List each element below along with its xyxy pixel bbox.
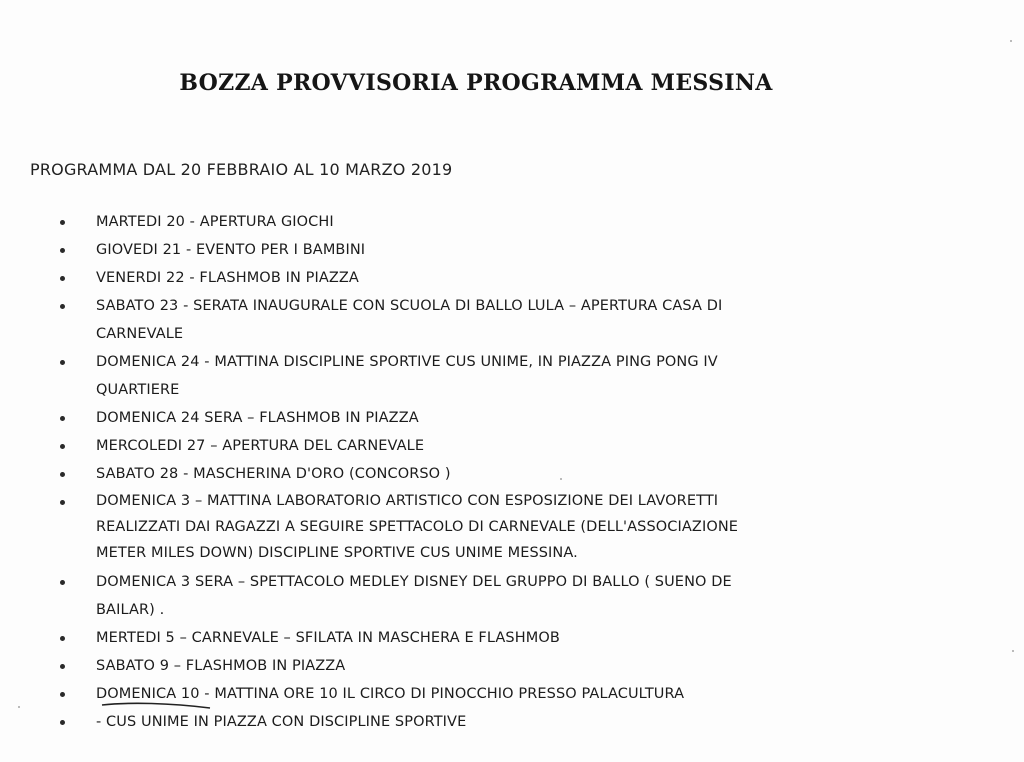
program-item-text: MARTEDI 20 - APERTURA GIOCHI [96, 214, 334, 230]
program-item [0, 208, 1000, 236]
bullet-icon [60, 636, 65, 641]
program-item-text: GIOVEDI 21 - EVENTO PER I BAMBINI [96, 242, 366, 258]
bullet-icon [60, 472, 65, 477]
program-item-text: DOMENICA 10 - MATTINA ORE 10 IL CIRCO DI PINOCCHIO PRESSO PALACULTURA [96, 686, 685, 702]
program-item [0, 488, 1000, 568]
scan-speck [560, 478, 562, 480]
program-item-text: DOMENICA 24 - MATTINA DISCIPLINE SPORTIVE CUS UNIME, IN PIAZZA PING PONG IV QUARTIERE [96, 354, 718, 398]
program-item [0, 432, 1000, 460]
program-item-text: SABATO 23 - SERATA INAUGURALE CON SCUOLA DI BALLO LULA – APERTURA CASA DI CARNEVALE [96, 298, 723, 342]
program-item [0, 404, 1000, 432]
program-item [0, 460, 1000, 488]
pen-stroke-mark [100, 699, 212, 711]
bullet-icon [60, 360, 65, 365]
program-item-text: DOMENICA 3 – MATTINA LABORATORIO ARTISTICO CON ESPOSIZIONE DEI LAVORETTI REALIZZATI DAI RAGAZZI A SEGUIRE SPETTACOLO DI CARNEVALE (DELL'ASSOCIAZIONE METER MILES DOWN) DISCIPLINE SPORTIVE CUS UNIME MESSINA. [96, 493, 739, 561]
bullet-icon [60, 444, 65, 449]
program-item-text: MERTEDI 5 – CARNEVALE – SFILATA IN MASCHERA E FLASHMOB [96, 630, 560, 646]
bullet-icon [60, 720, 65, 725]
program-item-text: DOMENICA 3 SERA – SPETTACOLO MEDLEY DISNEY DEL GRUPPO DI BALLO ( SUENO DE BAILAR) . [96, 574, 732, 618]
program-item-text: SABATO 28 - MASCHERINA D'ORO (CONCORSO ) [96, 466, 451, 482]
scan-speck [1012, 650, 1014, 652]
program-item-text: MERCOLEDI 27 – APERTURA DEL CARNEVALE [96, 438, 425, 454]
program-item [0, 348, 1000, 404]
program-item [0, 264, 1000, 292]
program-item [0, 568, 1000, 624]
bullet-icon [60, 304, 65, 309]
bullet-icon [60, 500, 65, 505]
bullet-icon [60, 220, 65, 225]
program-item-text: SABATO 9 – FLASHMOB IN PIAZZA [96, 658, 346, 674]
program-item [0, 652, 1000, 680]
scan-speck [18, 706, 20, 708]
program-item [0, 292, 1000, 348]
program-item-text: DOMENICA 24 SERA – FLASHMOB IN PIAZZA [96, 410, 419, 426]
bullet-icon [60, 580, 65, 585]
document-title: BOZZA PROVVISORIA PROGRAMMA MESSINA [179, 70, 773, 96]
program-list [0, 208, 1000, 736]
program-item [0, 624, 1000, 652]
program-item-text: VENERDI 22 - FLASHMOB IN PIAZZA [96, 270, 359, 286]
bullet-icon [60, 248, 65, 253]
bullet-icon [60, 664, 65, 669]
bullet-icon [60, 276, 65, 281]
program-item [0, 236, 1000, 264]
scan-speck [1010, 40, 1012, 42]
program-item [0, 708, 1000, 736]
bullet-icon [60, 416, 65, 421]
bullet-icon [60, 692, 65, 697]
program-date-range: PROGRAMMA DAL 20 FEBBRAIO AL 10 MARZO 2019 [30, 160, 453, 179]
program-item-text: - CUS UNIME IN PIAZZA CON DISCIPLINE SPORTIVE [96, 714, 467, 730]
